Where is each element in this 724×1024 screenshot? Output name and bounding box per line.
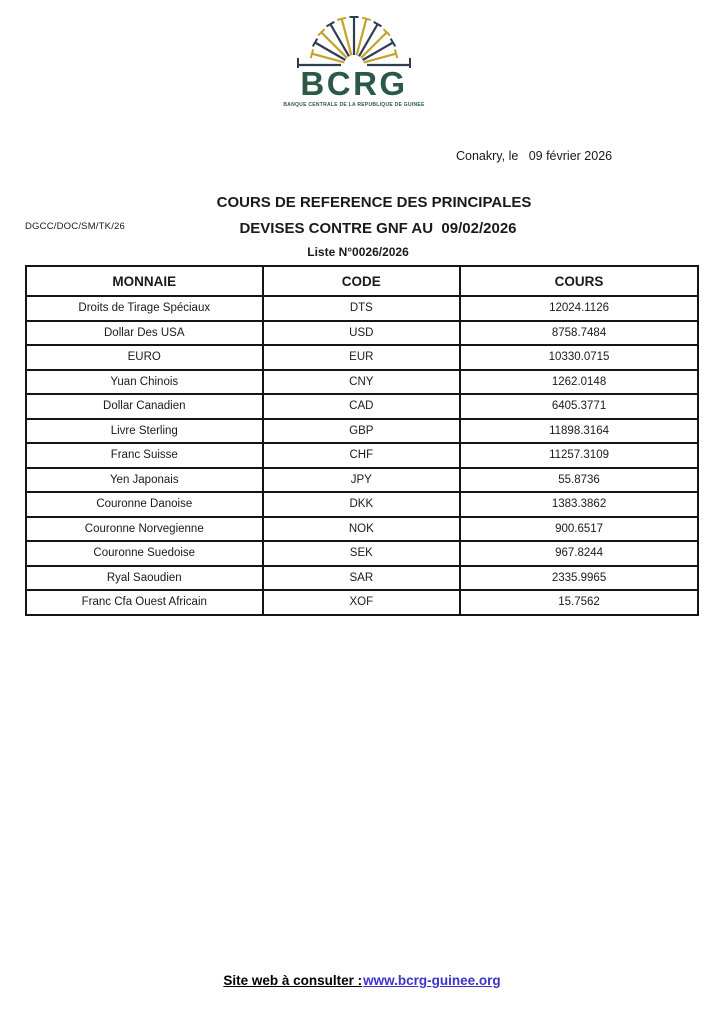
cell-cours: 1262.0148 <box>460 370 698 395</box>
logo-subtitle: BANQUE CENTRALE DE LA REPUBLIQUE DE GUINEE <box>283 102 425 108</box>
cell-code: JPY <box>263 468 461 493</box>
cell-cours: 1383.3862 <box>460 492 698 517</box>
cell-code: XOF <box>263 590 461 615</box>
table-row <box>26 345 698 370</box>
table-row <box>26 468 698 493</box>
table-row <box>26 566 698 591</box>
reference-code: DGCC/DOC/SM/TK/26 <box>25 221 125 232</box>
table-row <box>26 370 698 395</box>
cell-monnaie: Couronne Danoise <box>26 492 263 517</box>
cell-code: GBP <box>263 419 461 444</box>
table-row <box>26 394 698 419</box>
cell-code: SEK <box>263 541 461 566</box>
cell-code: DKK <box>263 492 461 517</box>
cell-cours: 967.8244 <box>460 541 698 566</box>
site-footer <box>0 973 724 988</box>
table-row <box>26 419 698 444</box>
dateline: Conakry, le 09 février 2026 <box>456 149 613 163</box>
list-number: Liste N°0026/2026 <box>307 245 409 259</box>
rates-table-body <box>26 296 698 615</box>
cell-cours: 12024.1126 <box>460 296 698 321</box>
website-link[interactable]: www.bcrg-guinee.org <box>363 973 501 988</box>
cell-code: DTS <box>263 296 461 321</box>
table-row <box>26 541 698 566</box>
cell-code: NOK <box>263 517 461 542</box>
cell-code: SAR <box>263 566 461 591</box>
table-row <box>26 296 698 321</box>
bcrg-logo <box>0 10 716 108</box>
document-title-line2: DEVISES CONTRE GNF AU 09/02/2026 <box>239 220 517 237</box>
table-row <box>26 590 698 615</box>
cell-code: CHF <box>263 443 461 468</box>
logo-name: BCRG <box>300 65 408 102</box>
cell-code: CAD <box>263 394 461 419</box>
sunburst-rays-icon <box>292 10 416 68</box>
column-header-cours: COURS <box>460 266 698 296</box>
cell-code: USD <box>263 321 461 346</box>
table-header-row <box>26 266 698 296</box>
cell-code: EUR <box>263 345 461 370</box>
cell-monnaie: Yuan Chinois <box>26 370 263 395</box>
cell-cours: 55.8736 <box>460 468 698 493</box>
table-row <box>26 517 698 542</box>
cell-monnaie: Couronne Norvegienne <box>26 517 263 542</box>
table-row <box>26 443 698 468</box>
cell-monnaie: Franc Suisse <box>26 443 263 468</box>
cell-cours: 15.7562 <box>460 590 698 615</box>
cell-cours: 2335.9965 <box>460 566 698 591</box>
cell-monnaie: Livre Sterling <box>26 419 263 444</box>
cell-monnaie: Dollar Des USA <box>26 321 263 346</box>
cell-monnaie: Yen Japonais <box>26 468 263 493</box>
cell-monnaie: Ryal Saoudien <box>26 566 263 591</box>
cell-monnaie: EURO <box>26 345 263 370</box>
cell-cours: 8758.7484 <box>460 321 698 346</box>
cell-monnaie: Droits de Tirage Spéciaux <box>26 296 263 321</box>
cell-monnaie: Couronne Suedoise <box>26 541 263 566</box>
footer-label: Site web à consulter : <box>223 973 363 988</box>
table-row <box>26 321 698 346</box>
cell-cours: 11257.3109 <box>460 443 698 468</box>
exchange-rates-table <box>25 265 699 616</box>
cell-cours: 6405.3771 <box>460 394 698 419</box>
document-title-line1: COURS DE REFERENCE DES PRINCIPALES <box>216 194 532 211</box>
cell-cours: 11898.3164 <box>460 419 698 444</box>
cell-cours: 10330.0715 <box>460 345 698 370</box>
cell-code: CNY <box>263 370 461 395</box>
table-header <box>26 266 698 296</box>
table-row <box>26 492 698 517</box>
cell-monnaie: Franc Cfa Ouest Africain <box>26 590 263 615</box>
column-header-code: CODE <box>263 266 461 296</box>
column-header-monnaie: MONNAIE <box>26 266 263 296</box>
cell-monnaie: Dollar Canadien <box>26 394 263 419</box>
cell-cours: 900.6517 <box>460 517 698 542</box>
